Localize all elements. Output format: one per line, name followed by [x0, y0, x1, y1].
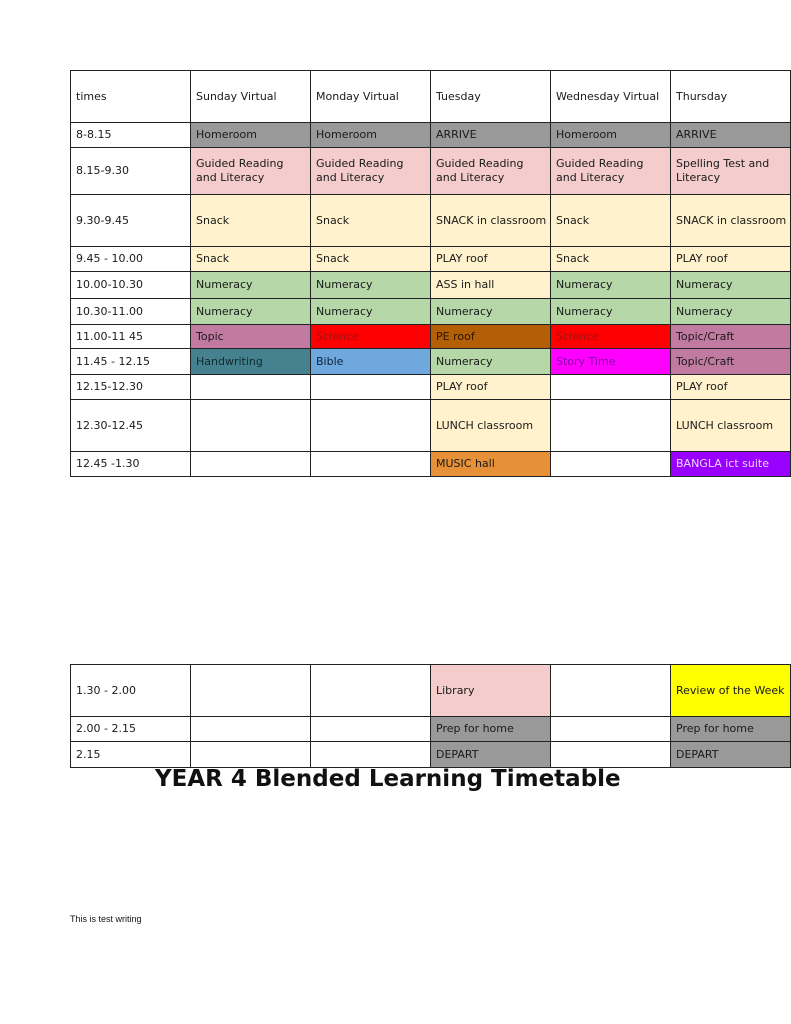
time-cell: 1.30 - 2.00	[71, 665, 191, 717]
timetable-morning	[70, 70, 791, 477]
time-cell: 2.15	[71, 742, 191, 768]
lesson-cell: ARRIVE	[671, 123, 791, 148]
lesson-cell	[191, 742, 311, 768]
lesson-cell: Numeracy	[551, 272, 671, 299]
time-cell: 12.30-12.45	[71, 400, 191, 452]
lesson-cell: Numeracy	[311, 299, 431, 325]
lesson-cell: Numeracy	[431, 299, 551, 325]
time-cell: 10.30-11.00	[71, 299, 191, 325]
timetable-morning-row	[71, 400, 791, 452]
lesson-cell	[191, 452, 311, 477]
lesson-cell: Guided Reading and Literacy	[191, 148, 311, 195]
lesson-cell: Snack	[551, 247, 671, 272]
page-title: YEAR 4 Blended Learning Timetable	[155, 766, 621, 792]
lesson-cell: Spelling Test and Literacy	[671, 148, 791, 195]
lesson-cell: Numeracy	[311, 272, 431, 299]
lesson-cell	[311, 717, 431, 742]
lesson-cell: Snack	[311, 247, 431, 272]
lesson-cell	[191, 717, 311, 742]
lesson-cell: DEPART	[671, 742, 791, 768]
timetable-morning-row	[71, 299, 791, 325]
timetable-morning-row	[71, 272, 791, 299]
lesson-cell: Numeracy	[671, 272, 791, 299]
timetable-afternoon-row	[71, 717, 791, 742]
lesson-cell: PLAY roof	[671, 247, 791, 272]
lesson-cell	[551, 375, 671, 400]
time-cell: 8-8.15	[71, 123, 191, 148]
lesson-cell	[551, 742, 671, 768]
timetable-afternoon	[70, 664, 791, 768]
time-cell: 10.00-10.30	[71, 272, 191, 299]
lesson-cell: Guided Reading and Literacy	[311, 148, 431, 195]
timetable-morning-row	[71, 452, 791, 477]
lesson-cell: Guided Reading and Literacy	[551, 148, 671, 195]
lesson-cell: Snack	[311, 195, 431, 247]
lesson-cell: PE roof	[431, 325, 551, 349]
timetable-morning-row	[71, 247, 791, 272]
lesson-cell: Sunday Virtual	[191, 71, 311, 123]
lesson-cell: MUSIC hall	[431, 452, 551, 477]
lesson-cell: Guided Reading and Literacy	[431, 148, 551, 195]
footer-note: This is test writing	[70, 914, 142, 924]
timetable-morning-row	[71, 195, 791, 247]
lesson-cell: PLAY roof	[431, 375, 551, 400]
lesson-cell: PLAY roof	[431, 247, 551, 272]
time-cell: 11.00-11 45	[71, 325, 191, 349]
lesson-cell: Science	[551, 325, 671, 349]
lesson-cell	[191, 400, 311, 452]
time-cell: 12.45 -1.30	[71, 452, 191, 477]
timetable-afternoon-row	[71, 665, 791, 717]
lesson-cell: SNACK in classroom	[671, 195, 791, 247]
lesson-cell: Snack	[191, 195, 311, 247]
lesson-cell: PLAY roof	[671, 375, 791, 400]
lesson-cell: Numeracy	[431, 349, 551, 375]
time-cell: 9.30-9.45	[71, 195, 191, 247]
lesson-cell: ASS in hall	[431, 272, 551, 299]
lesson-cell: Snack	[191, 247, 311, 272]
lesson-cell: Thursday	[671, 71, 791, 123]
lesson-cell	[311, 375, 431, 400]
lesson-cell: Handwriting	[191, 349, 311, 375]
lesson-cell: Story Time	[551, 349, 671, 375]
lesson-cell: Topic	[191, 325, 311, 349]
timetable-morning-row	[71, 148, 791, 195]
lesson-cell: Numeracy	[671, 299, 791, 325]
lesson-cell: SNACK in classroom	[431, 195, 551, 247]
lesson-cell: Prep for home	[431, 717, 551, 742]
lesson-cell: Review of the Week	[671, 665, 791, 717]
time-cell: 12.15-12.30	[71, 375, 191, 400]
timetable-morning-row	[71, 325, 791, 349]
time-cell: 2.00 - 2.15	[71, 717, 191, 742]
lesson-cell: Topic/Craft	[671, 325, 791, 349]
lesson-cell: Homeroom	[311, 123, 431, 148]
lesson-cell: Library	[431, 665, 551, 717]
lesson-cell: Science	[311, 325, 431, 349]
lesson-cell: LUNCH classroom	[671, 400, 791, 452]
lesson-cell: Numeracy	[191, 299, 311, 325]
lesson-cell: Snack	[551, 195, 671, 247]
lesson-cell: Numeracy	[191, 272, 311, 299]
time-cell: times	[71, 71, 191, 123]
lesson-cell: Monday Virtual	[311, 71, 431, 123]
lesson-cell	[551, 665, 671, 717]
lesson-cell: DEPART	[431, 742, 551, 768]
lesson-cell	[551, 717, 671, 742]
lesson-cell	[311, 742, 431, 768]
time-cell: 9.45 - 10.00	[71, 247, 191, 272]
lesson-cell: LUNCH classroom	[431, 400, 551, 452]
lesson-cell	[311, 400, 431, 452]
lesson-cell: Numeracy	[551, 299, 671, 325]
lesson-cell: Tuesday	[431, 71, 551, 123]
lesson-cell	[311, 665, 431, 717]
timetable-morning-row	[71, 349, 791, 375]
lesson-cell: ARRIVE	[431, 123, 551, 148]
timetable-morning-row	[71, 375, 791, 400]
time-cell: 8.15-9.30	[71, 148, 191, 195]
lesson-cell	[311, 452, 431, 477]
lesson-cell	[191, 665, 311, 717]
lesson-cell: BANGLA ict suite	[671, 452, 791, 477]
lesson-cell: Prep for home	[671, 717, 791, 742]
lesson-cell: Wednesday Virtual	[551, 71, 671, 123]
lesson-cell: Homeroom	[191, 123, 311, 148]
lesson-cell: Topic/Craft	[671, 349, 791, 375]
lesson-cell: Homeroom	[551, 123, 671, 148]
time-cell: 11.45 - 12.15	[71, 349, 191, 375]
lesson-cell: Bible	[311, 349, 431, 375]
timetable-afternoon-row	[71, 742, 791, 768]
timetable-morning-row	[71, 123, 791, 148]
lesson-cell	[551, 400, 671, 452]
lesson-cell	[191, 375, 311, 400]
timetable-morning-row	[71, 71, 791, 123]
lesson-cell	[551, 452, 671, 477]
